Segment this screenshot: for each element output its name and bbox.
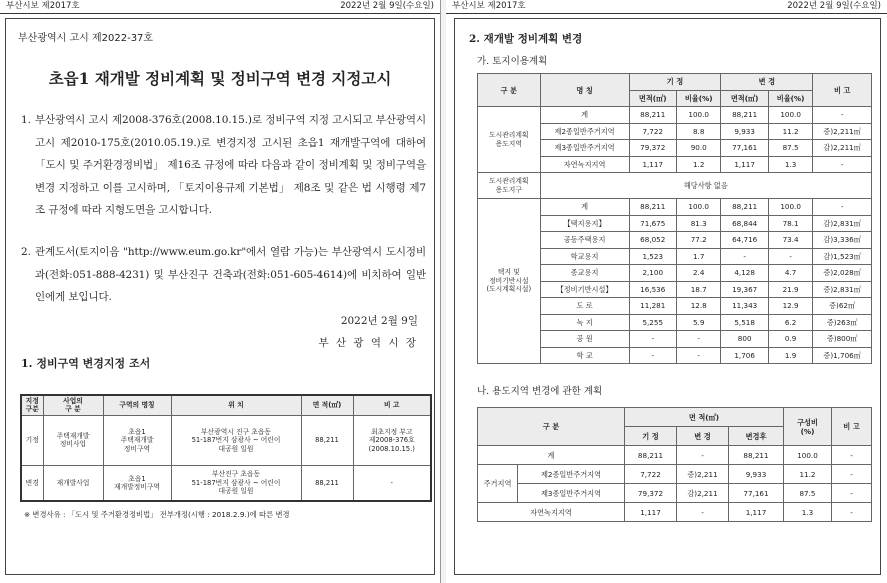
table-cell: - (832, 503, 872, 522)
table-cell: 4,128 (721, 265, 768, 282)
table-cell: 감)1,523㎡ (813, 248, 872, 265)
page-header (446, 0, 887, 14)
table-cell: 1,523 (629, 248, 676, 265)
table-cell: 부산광역시 진구 초읍동 51-187번지 삼광사 ~ 어린이 대공원 일원 (171, 415, 301, 465)
table-row (21, 465, 431, 501)
table-cell: 감)2,831㎡ (813, 215, 872, 232)
paragraph-text: 부산광역시 고시 제2008-376호(2008.10.15.)로 정비구역 지정 고시되고 부산광역시 고시 제2010-175호(2010.05.19.)로 변경지정 고시된 초읍1 재개발구역에 대하여 「도시 및 주거환경정비법」 제16조 규정에 따라 다음과 같이 정비계획 및 정비구역을 변경 지정하고 이를 고시하며, 「토지이용규제 기본법」 제8조 및 같은 법 시행령 제7조 규정에 따라 지형도면을 고시합니다. (35, 114, 426, 216)
table-row (478, 446, 872, 465)
table-cell: 제2종일반주거지역 (518, 465, 625, 484)
notice-signer: 부 산 광 역 시 장 (318, 337, 418, 349)
paragraph-number: 2. (21, 246, 31, 258)
table-header: 명 칭 (540, 74, 629, 107)
table-cell: 88,211 (301, 465, 353, 501)
table-cell: 변경 (21, 465, 43, 501)
table-cell: 800 (721, 331, 768, 348)
table-cell: 16,536 (629, 281, 676, 298)
table-cell: 90.0 (676, 140, 720, 157)
footnote: ※ 변경사유 : 「도시 및 주거환경정비법」 전부개정(시행 : 2018.2.9.)에 따른 변경 (24, 510, 290, 519)
table-cell: - (677, 446, 729, 465)
table-cell: 9,933 (721, 123, 768, 140)
table-cell: 1.7 (676, 248, 720, 265)
table-cell: 증)2,831㎡ (813, 281, 872, 298)
table-cell: 78.1 (768, 215, 812, 232)
designation-table (20, 394, 432, 502)
table-cell: 2,100 (629, 265, 676, 282)
table-header: 비율(%) (768, 90, 812, 107)
table-cell: - (629, 331, 676, 348)
table-row (478, 484, 872, 503)
table-cell: 4.7 (768, 265, 812, 282)
table-cell: 기정 (21, 415, 43, 465)
table-cell: 100.0 (784, 446, 832, 465)
table-cell: 8.8 (676, 123, 720, 140)
table-cell: 증)2,211㎡ (813, 123, 872, 140)
table-cell: 88,211 (625, 446, 677, 465)
table-cell: 71,675 (629, 215, 676, 232)
table-cell: 1.9 (768, 347, 812, 364)
table-cell: 88,211 (721, 199, 768, 216)
table-cell: 1,117 (729, 503, 784, 522)
table-cell: - (832, 446, 872, 465)
table-cell: - (813, 156, 872, 173)
notice-frame (5, 18, 435, 575)
table-cell: 11.2 (768, 123, 812, 140)
table-cell: 녹 지 (540, 314, 629, 331)
table-header-row (21, 395, 431, 415)
table-cell: 감)3,336㎡ (813, 232, 872, 249)
section-title: 2. 재개발 정비계획 변경 (469, 33, 583, 45)
table-cell: - (721, 248, 768, 265)
zoning-change-table (477, 407, 872, 522)
table-cell: 공동주택용지 (540, 232, 629, 249)
table-cell: - (813, 199, 872, 216)
header-date: 2022년 2월 9일(수요일) (340, 1, 434, 11)
table-cell: 11,281 (629, 298, 676, 315)
table-cell: 1,117 (629, 156, 676, 173)
table-cell: 제3종일반주거지역 (518, 484, 625, 503)
header-date: 2022년 2월 9일(수요일) (787, 1, 881, 11)
table-header: 면 적(㎡) (301, 395, 353, 415)
table-cell: 100.0 (676, 107, 720, 124)
table-row (478, 503, 872, 522)
table-cell: 77,161 (729, 484, 784, 503)
table-cell: 81.3 (676, 215, 720, 232)
table-cell: 최초지정 부고 제2008-376호 (2008.10.15.) (353, 415, 431, 465)
table-cell: 79,372 (629, 140, 676, 157)
row-group-label: 택지 및 정비기반시설 (도시계획시설) (478, 199, 541, 364)
table-cell: 계 (540, 199, 629, 216)
notice-title: 초읍1 재개발 정비계획 및 정비구역 변경 지정고시 (48, 69, 392, 88)
table-header: 비율(%) (676, 90, 720, 107)
table-header-row (478, 74, 872, 91)
table-header: 비 고 (353, 395, 431, 415)
table-header: 구 분 (478, 408, 625, 446)
section-title: 1. 정비구역 변경지정 조서 (21, 357, 151, 370)
table-cell: 100.0 (768, 107, 812, 124)
table-cell: 73.4 (768, 232, 812, 249)
table-cell: 2.4 (676, 265, 720, 282)
table-cell: - (832, 465, 872, 484)
table-header: 사업의 구 분 (43, 395, 103, 415)
table-header: 면적(㎡) (629, 90, 676, 107)
table-header: 변 경 (677, 427, 729, 446)
header-issue: 부산시보 제2017호 (6, 1, 80, 11)
table-cell: 5,518 (721, 314, 768, 331)
table-cell: 종교용지 (540, 265, 629, 282)
table-cell: 12.9 (768, 298, 812, 315)
paragraph-1 (21, 109, 426, 222)
table-cell: 11,343 (721, 298, 768, 315)
paragraph-number: 1. (21, 114, 31, 126)
table-cell: 1,706 (721, 347, 768, 364)
table-cell: - (353, 465, 431, 501)
table-row (21, 415, 431, 465)
table-cell: 【정비기반시설】 (540, 281, 629, 298)
table-header: 지정 구분 (21, 395, 43, 415)
table-cell: 64,716 (721, 232, 768, 249)
table-cell: 학 교 (540, 347, 629, 364)
table-cell: 학교용지 (540, 248, 629, 265)
table-cell: 초읍1 재개발정비구역 (103, 465, 171, 501)
row-group-label: 도시관리계획 용도지구 (478, 173, 541, 199)
table-cell: 7,722 (629, 123, 676, 140)
table-cell: 증)1,706㎡ (813, 347, 872, 364)
table-cell: 감)2,211 (677, 484, 729, 503)
table-cell: 1.3 (768, 156, 812, 173)
table-cell: 18.7 (676, 281, 720, 298)
subsection-title: 가. 토지이용계획 (477, 56, 548, 67)
paragraph-2 (21, 241, 426, 309)
table-cell: 68,844 (721, 215, 768, 232)
table-cell: 1,117 (721, 156, 768, 173)
table-cell: 21.9 (768, 281, 812, 298)
table-cell: 88,211 (629, 107, 676, 124)
plan-frame (454, 18, 881, 575)
subsection-title: 나. 용도지역 변경에 관한 계획 (477, 386, 603, 397)
table-cell: - (813, 107, 872, 124)
notice-date: 2022년 2월 9일 (340, 315, 418, 327)
table-cell: 증)2,211 (677, 465, 729, 484)
table-cell: 부산진구 초읍동 51-187번지 삼광사 ~ 어린이 대공원 일원 (171, 465, 301, 501)
land-use-table (477, 73, 872, 364)
table-header: 위 치 (171, 395, 301, 415)
table-cell: 100.0 (768, 199, 812, 216)
table-cell: 제2종일반주거지역 (540, 123, 629, 140)
table-cell: 77,161 (721, 140, 768, 157)
table-cell: - (677, 503, 729, 522)
table-header: 구역의 명칭 (103, 395, 171, 415)
table-cell: 88,211 (629, 199, 676, 216)
table-cell: 11.2 (784, 465, 832, 484)
table-cell: 주택재개발 정비사업 (43, 415, 103, 465)
table-cell: 87.5 (784, 484, 832, 503)
row-group-label: 도시관리계획 용도지역 (478, 107, 541, 173)
table-header: 비 고 (813, 74, 872, 107)
table-cell: 도 로 (540, 298, 629, 315)
table-header: 면적(㎡) (721, 90, 768, 107)
table-cell: - (629, 347, 676, 364)
table-cell: 79,372 (625, 484, 677, 503)
table-cell: 1,117 (625, 503, 677, 522)
table-header-row (478, 408, 872, 427)
table-cell: 9,933 (729, 465, 784, 484)
table-row (478, 173, 872, 199)
table-cell: 12.8 (676, 298, 720, 315)
table-row (478, 107, 872, 124)
table-cell: - (832, 484, 872, 503)
table-cell: 【택지용지】 (540, 215, 629, 232)
table-cell: 증)62㎡ (813, 298, 872, 315)
table-header: 기 정 (625, 427, 677, 446)
table-cell: 87.5 (768, 140, 812, 157)
table-cell: 88,211 (301, 415, 353, 465)
table-cell: 증)263㎡ (813, 314, 872, 331)
table-cell: 0.9 (768, 331, 812, 348)
table-cell: - (676, 331, 720, 348)
table-cell: - (768, 248, 812, 265)
table-cell: 77.2 (676, 232, 720, 249)
notice-number: 부산광역시 고시 제2022-37호 (18, 33, 154, 44)
table-row (478, 465, 872, 484)
table-header: 비 고 (832, 408, 872, 446)
table-cell: 88,211 (729, 446, 784, 465)
table-header: 구성비 (%) (784, 408, 832, 446)
table-row (478, 199, 872, 216)
table-header: 변경후 (729, 427, 784, 446)
paragraph-text: 관계도서(토지이음 "http://www.eum.go.kr"에서 열람 가능)는 부산광역시 도시정비과(전화:051-888-4231) 및 부산진구 건축과(전화:051-605-4614)에 비치하여 일반인에게 보입니다. (35, 246, 426, 303)
table-header: 변 경 (721, 74, 813, 91)
page-header (0, 0, 440, 14)
table-cell: 초읍1 주택재개발 정비구역 (103, 415, 171, 465)
table-cell: 68,052 (629, 232, 676, 249)
table-cell: 19,367 (721, 281, 768, 298)
table-cell: 100.0 (676, 199, 720, 216)
table-cell: 제3종일반주거지역 (540, 140, 629, 157)
table-cell: 1.3 (784, 503, 832, 522)
table-cell: 계 (540, 107, 629, 124)
table-header: 기 정 (629, 74, 721, 91)
left-page (0, 0, 441, 583)
table-cell: 1.2 (676, 156, 720, 173)
table-cell: 해당사항 없음 (540, 173, 871, 199)
header-issue: 부산시보 제2017호 (452, 1, 526, 11)
table-cell: 계 (478, 446, 625, 465)
table-cell: 자연녹지지역 (540, 156, 629, 173)
table-cell: - (676, 347, 720, 364)
right-page (446, 0, 887, 583)
table-cell: 감)2,211㎡ (813, 140, 872, 157)
table-cell: 증)2,028㎡ (813, 265, 872, 282)
table-cell: 7,722 (625, 465, 677, 484)
table-header: 면 적(㎡) (625, 408, 784, 427)
table-cell: 공 원 (540, 331, 629, 348)
table-cell: 증)800㎡ (813, 331, 872, 348)
row-group-label: 주거지역 (478, 465, 518, 503)
table-header: 구 분 (478, 74, 541, 107)
table-cell: 6.2 (768, 314, 812, 331)
table-cell: 5,255 (629, 314, 676, 331)
table-cell: 88,211 (721, 107, 768, 124)
table-cell: 재개발사업 (43, 465, 103, 501)
table-cell: 5.9 (676, 314, 720, 331)
table-cell: 자연녹지지역 (478, 503, 625, 522)
